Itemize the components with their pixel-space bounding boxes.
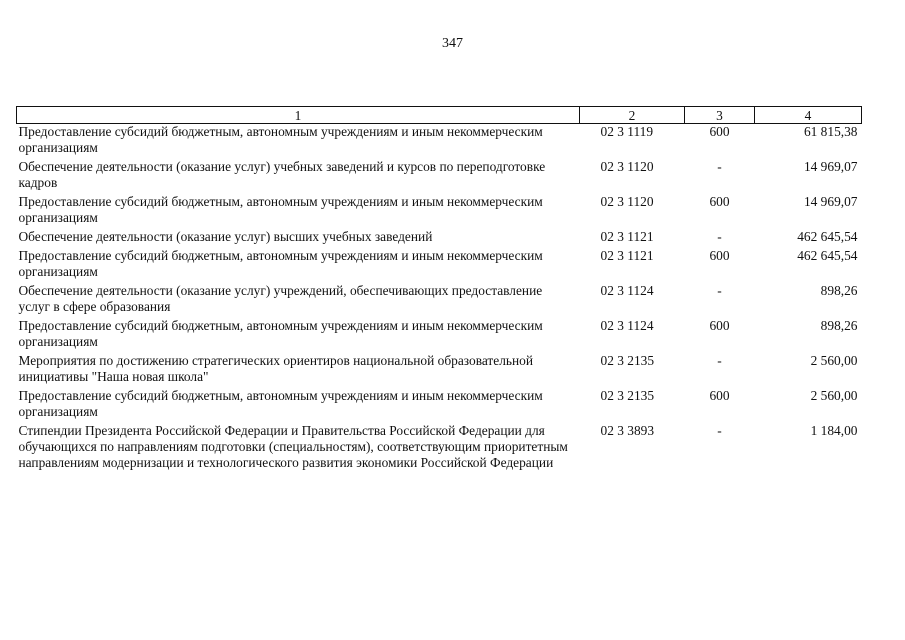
row-amount: 2 560,00	[810, 388, 858, 403]
table-row	[17, 388, 862, 423]
row-amount: 462 645,54	[797, 248, 858, 263]
table-header	[17, 107, 862, 124]
row-type: 600	[709, 248, 730, 263]
row-type: 600	[709, 124, 730, 139]
row-code: 02 3 1124	[600, 318, 654, 333]
table-row	[17, 124, 862, 160]
table-row	[17, 353, 862, 388]
row-code: 02 3 1119	[600, 124, 654, 139]
row-name: Предоставление субсидий бюджетным, автономным учреждениям и иным некоммерческим организациям	[18, 318, 543, 349]
table-row	[17, 423, 862, 474]
header-col-1: 1	[17, 107, 580, 124]
row-code: 02 3 2135	[600, 388, 655, 403]
header-col-3: 3	[685, 107, 755, 124]
row-code: 02 3 1121	[600, 229, 654, 244]
row-name: Обеспечение деятельности (оказание услуг) высших учебных заведений	[18, 229, 433, 244]
row-code: 02 3 1124	[600, 283, 654, 298]
row-code: 02 3 3893	[600, 423, 655, 438]
row-type: -	[717, 159, 722, 174]
row-name: Обеспечение деятельности (оказание услуг) учреждений, обеспечивающих предоставление услуг в сфере образования	[18, 283, 543, 314]
row-amount: 61 815,38	[803, 124, 858, 139]
row-type: -	[717, 353, 722, 368]
page-number: 347	[442, 36, 463, 51]
row-type: -	[717, 229, 722, 244]
row-name: Предоставление субсидий бюджетным, автономным учреждениям и иным некоммерческим организациям	[18, 248, 543, 279]
table-body	[17, 124, 862, 475]
row-type: -	[717, 423, 722, 438]
row-code: 02 3 1120	[600, 159, 654, 174]
row-name: Предоставление субсидий бюджетным, автономным учреждениям и иным некоммерческим организациям	[18, 388, 543, 419]
row-code: 02 3 1121	[600, 248, 654, 263]
row-amount: 14 969,07	[803, 194, 858, 209]
row-type: 600	[709, 194, 730, 209]
header-col-2: 2	[580, 107, 685, 124]
row-amount: 898,26	[820, 283, 858, 298]
table-row	[17, 283, 862, 318]
row-amount: 898,26	[820, 318, 858, 333]
row-type: -	[717, 283, 722, 298]
table-row	[17, 159, 862, 194]
row-code: 02 3 2135	[600, 353, 655, 368]
row-code: 02 3 1120	[600, 194, 654, 209]
row-amount: 14 969,07	[803, 159, 858, 174]
row-name: Предоставление субсидий бюджетным, автономным учреждениям и иным некоммерческим организациям	[18, 194, 543, 225]
row-name: Предоставление субсидий бюджетным, автономным учреждениям и иным некоммерческим организациям	[18, 124, 543, 155]
row-amount: 2 560,00	[810, 353, 858, 368]
header-row	[17, 107, 862, 124]
header-col-4: 4	[755, 107, 862, 124]
table-row	[17, 229, 862, 248]
row-name: Обеспечение деятельности (оказание услуг) учебных заведений и курсов по переподготовке кадров	[18, 159, 546, 190]
row-name: Стипендии Президента Российской Федерации и Правительства Российской Федерации для обучающихся по направлениям подготовки (специальностям), соответствующим приоритетным направлениям модернизации и технологического развития экономики Российской Федерации	[18, 423, 568, 470]
row-amount: 1 184,00	[810, 423, 858, 438]
row-type: 600	[709, 318, 730, 333]
table-row	[17, 248, 862, 283]
row-name: Мероприятия по достижению стратегических ориентиров национальной образовательной инициативы "Наша новая школа"	[18, 353, 534, 384]
table-row	[17, 318, 862, 353]
table-row	[17, 194, 862, 229]
row-type: 600	[709, 388, 730, 403]
budget-table	[16, 106, 862, 474]
row-amount: 462 645,54	[797, 229, 858, 244]
